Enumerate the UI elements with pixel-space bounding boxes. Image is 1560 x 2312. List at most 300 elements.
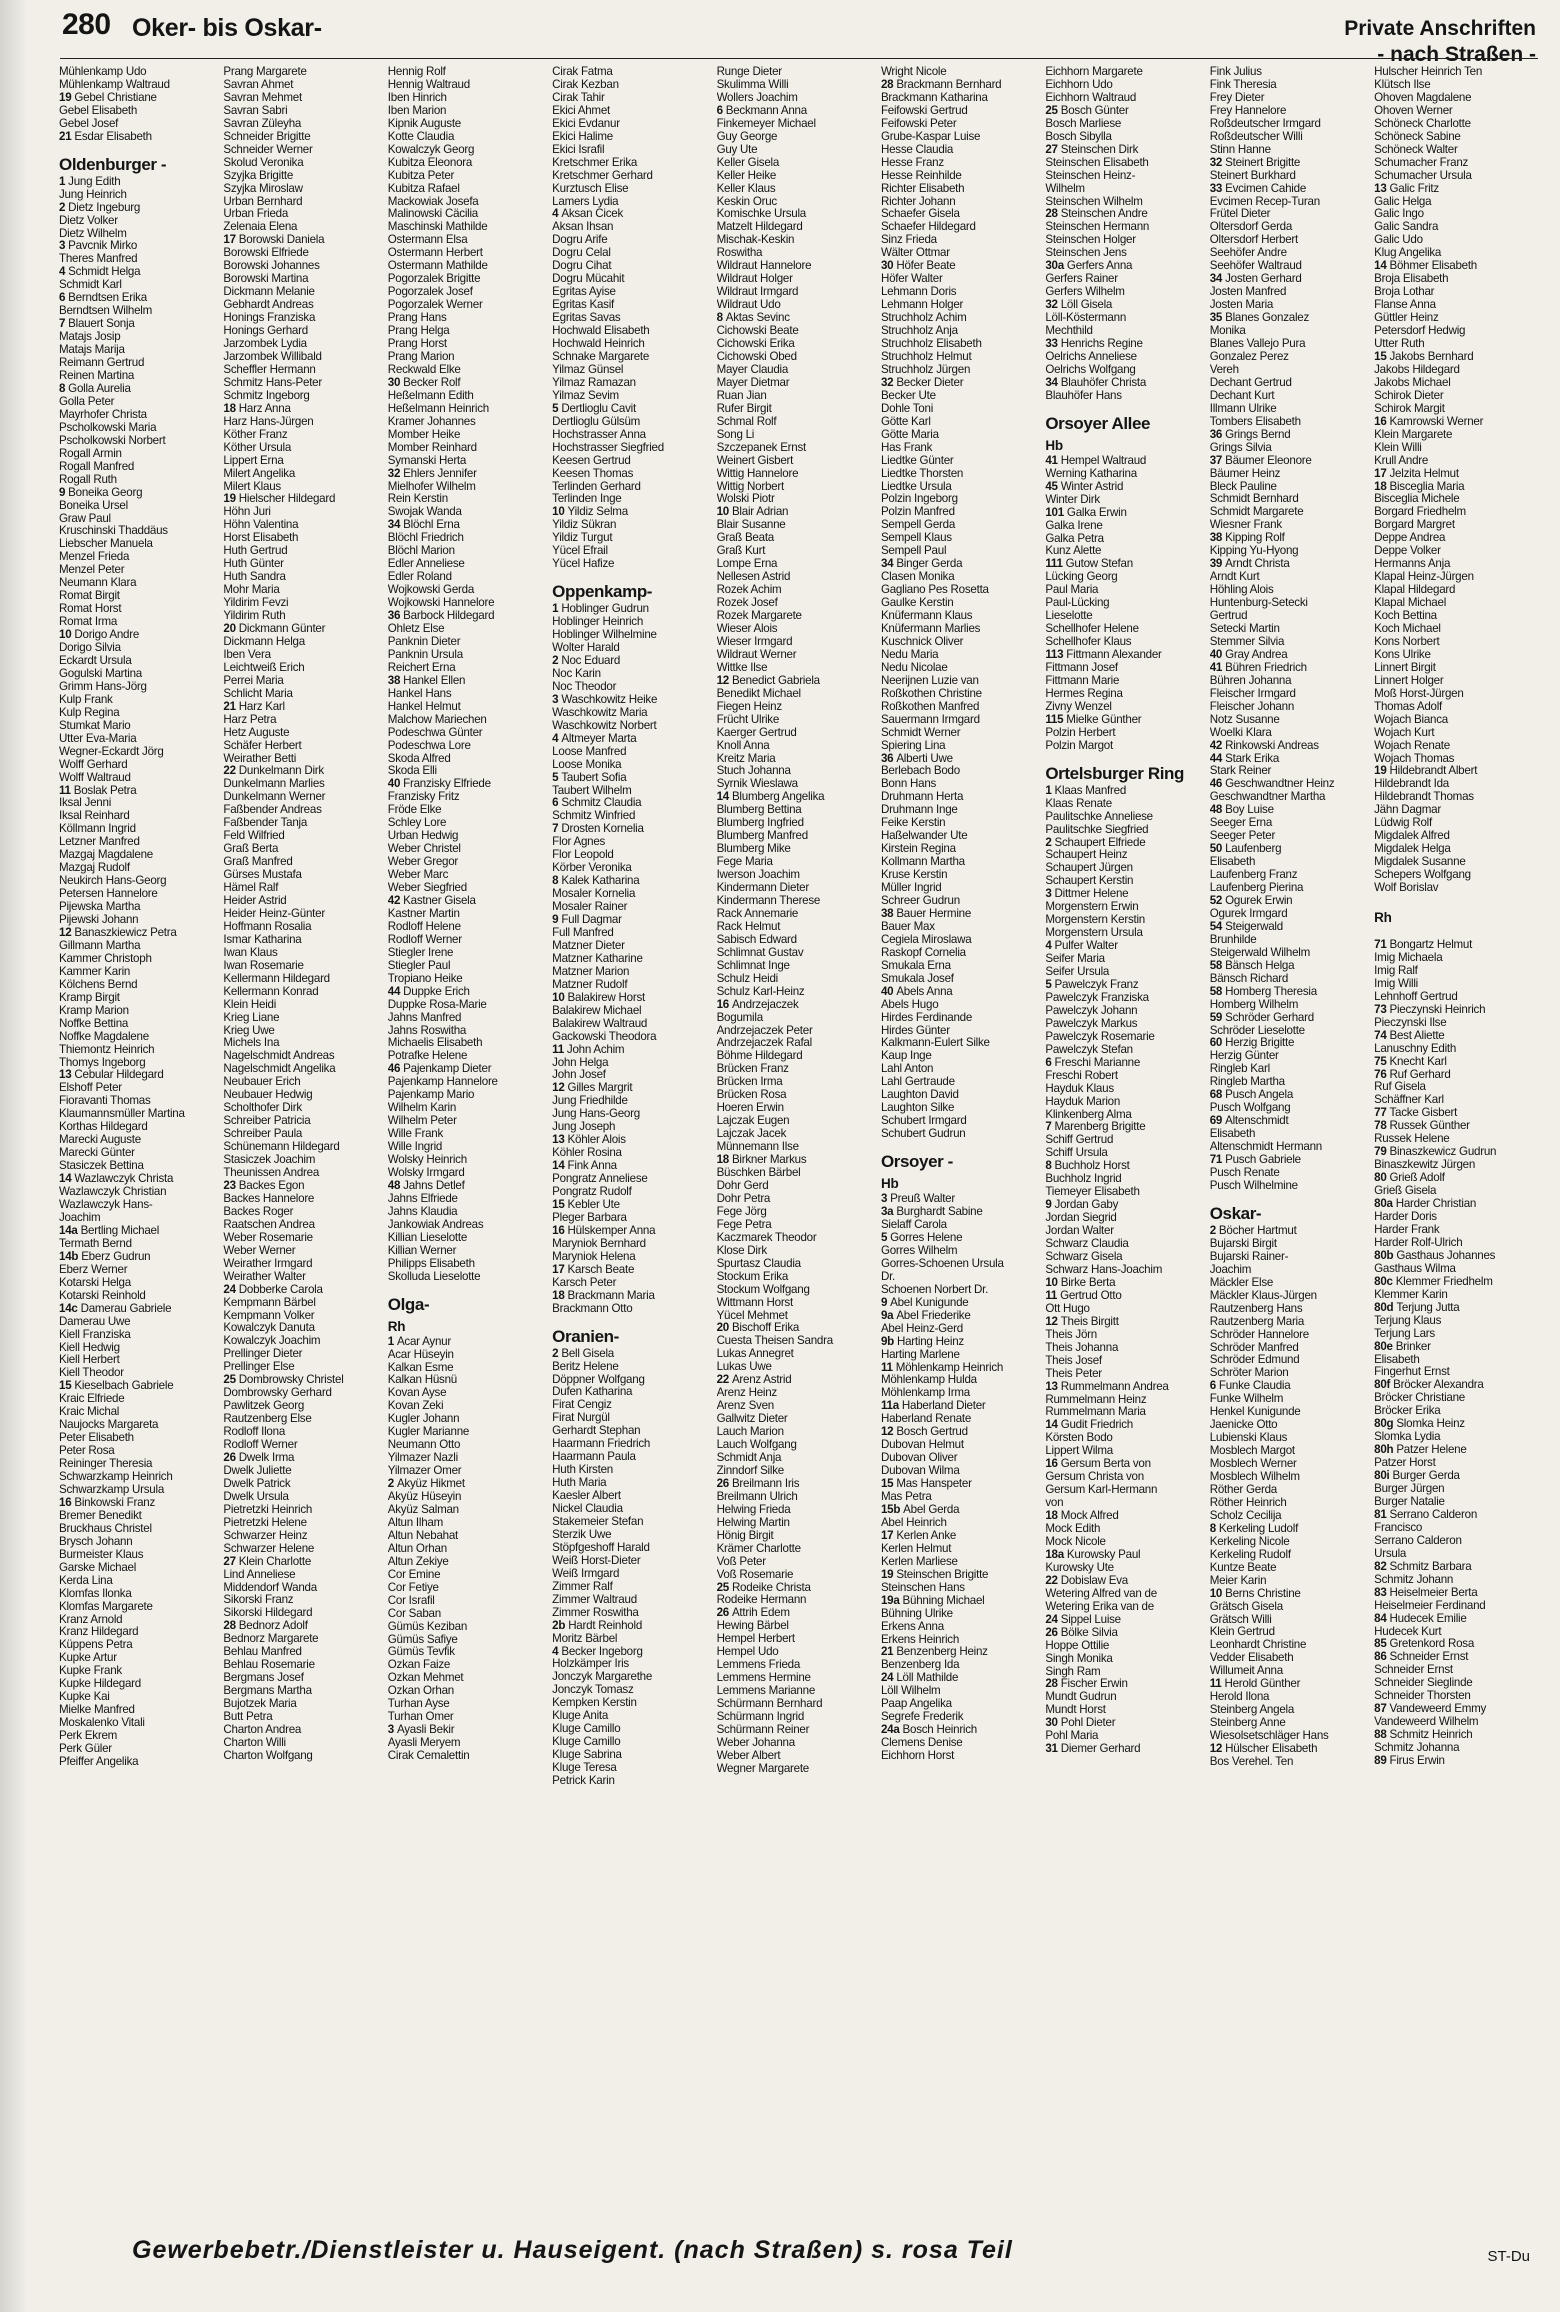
resident-entry: Deppe Volker <box>1374 545 1441 558</box>
resident-entry: Perrei Maria <box>223 674 284 687</box>
resident-entry: Rodloff Werner <box>387 933 462 946</box>
resident-entry: Lehmann Doris <box>880 286 957 299</box>
resident-entry: Wittke Ilse <box>716 661 768 674</box>
resident-entry: Steinschen Hans <box>880 1581 965 1594</box>
resident-entry: Morgenstern Erwin <box>1045 901 1139 914</box>
resident-entry: 113 Fittmann Alexander <box>1045 649 1162 662</box>
resident-entry: Henkel Kunigunde <box>1209 1406 1301 1419</box>
resident-entry: Liedtke Günter <box>880 454 954 467</box>
house-number: 12 <box>1045 1315 1061 1328</box>
house-number: 30 <box>880 260 897 273</box>
resident-entry: Huth Kirsten <box>552 1464 613 1477</box>
resident-entry: Wojkowski Hannelore <box>387 597 495 610</box>
resident-entry: 18a Kurowsky Paul <box>1045 1548 1141 1561</box>
resident-entry: Lompe Erna <box>716 558 778 571</box>
resident-entry: Borowski Elfriede <box>223 247 309 260</box>
resident-entry: Sielaff Carola <box>880 1219 947 1232</box>
resident-entry: Balakirew Waltraud <box>552 1017 648 1030</box>
house-number: 58 <box>1209 985 1226 998</box>
resident-entry: Özkan Orhan <box>387 1685 454 1698</box>
resident-entry: Scholz Cecilija <box>1209 1509 1282 1522</box>
resident-entry: Guy Ute <box>716 143 758 156</box>
resident-entry: Galka Irene <box>1045 519 1103 532</box>
resident-entry: Fleischer Johann <box>1209 700 1295 713</box>
resident-entry: Pawelczyk Rosemarie <box>1045 1030 1155 1043</box>
resident-entry: Maschinski Mathilde <box>387 221 488 234</box>
house-number: 15 <box>59 1380 75 1393</box>
house-number: 4 <box>552 732 562 745</box>
resident-entry: Schneider Sieglinde <box>1374 1677 1473 1690</box>
resident-entry: Wiesolsetschläger Hans <box>1209 1730 1329 1743</box>
resident-entry: 3 Waschkowitz Heike <box>552 693 658 706</box>
resident-entry: Pietretzki Heinrich <box>223 1503 313 1516</box>
resident-entry: Wolff Gerhard <box>59 758 128 771</box>
resident-entry: Boneika Ursel <box>59 499 128 512</box>
house-number: 80h <box>1374 1444 1397 1457</box>
resident-entry: Werning Katharina <box>1045 467 1137 480</box>
resident-entry: Migdalek Helga <box>1374 843 1451 856</box>
house-number: 24 <box>223 1283 239 1296</box>
resident-entry: Savran Mehmet <box>223 91 302 104</box>
resident-entry: Ekici Halime <box>552 130 613 143</box>
resident-entry: Schwarzer Heinz <box>223 1529 308 1542</box>
house-number: 80g <box>1374 1418 1397 1431</box>
resident-entry: Schoenen Norbert Dr. <box>880 1283 989 1296</box>
directory-column <box>1209 66 1373 2216</box>
resident-entry: 24a Bosch Heinrich <box>880 1724 978 1737</box>
resident-entry: Sabisch Edward <box>716 933 797 946</box>
resident-entry: Laufenberg Pierina <box>1209 882 1304 895</box>
resident-entry: Kiell Herbert <box>59 1354 120 1367</box>
resident-entry: Fioravanti Thomas <box>59 1095 151 1108</box>
resident-entry: 3a Burghardt Sabine <box>880 1206 983 1219</box>
resident-entry: 11 Gertrud Otto <box>1045 1289 1122 1302</box>
resident-entry: 84 Hudecek Emilie <box>1374 1612 1467 1625</box>
resident-entry: Blumberg Bettina <box>716 804 802 817</box>
resident-entry: 28 Brackmann Bernhard <box>880 78 1002 91</box>
resident-entry: Fittmann Josef <box>1045 662 1118 675</box>
resident-entry: Rogall Armin <box>59 447 122 460</box>
resident-entry: Schmitz Hans-Peter <box>223 376 322 389</box>
resident-entry: Löll-Köstermann <box>1045 312 1127 325</box>
resident-entry: Skolluda Lieselotte <box>387 1270 481 1283</box>
resident-entry: Ogurek Irmgard <box>1209 907 1288 920</box>
resident-entry: Kaczmarek Theodor <box>716 1231 817 1244</box>
resident-entry: Guy George <box>716 130 778 143</box>
resident-entry: Eichhorn Horst <box>880 1750 955 1763</box>
resident-entry: Kugler Johann <box>387 1413 460 1426</box>
resident-entry: Sempell Paul <box>880 545 947 558</box>
resident-entry: Kerkeling Nicole <box>1209 1535 1290 1548</box>
resident-entry: Setecki Martin <box>1209 622 1280 635</box>
resident-entry: Korthas Hildegard <box>59 1121 148 1134</box>
house-number: 30 <box>1045 1717 1061 1730</box>
resident-entry: Pajenkamp Mario <box>387 1089 475 1102</box>
resident-entry: Song Li <box>716 428 755 441</box>
resident-entry: Menzel Frieda <box>59 551 130 564</box>
resident-entry: Morgenstern Ursula <box>1045 927 1143 940</box>
resident-entry: Schaupert Heinz <box>1045 849 1128 862</box>
resident-entry: 9 Jordan Gaby <box>1045 1199 1119 1212</box>
resident-entry: Hoblinger Wilhelmine <box>552 629 657 642</box>
resident-entry: Spurtasz Claudia <box>716 1257 801 1270</box>
house-number: 14 <box>1374 260 1390 273</box>
resident-entry: Schröter Marion <box>1209 1367 1289 1380</box>
resident-entry: 8 Aktas Sevinc <box>716 312 790 325</box>
resident-entry: Huth Günter <box>223 558 284 571</box>
resident-entry: Charton Willi <box>223 1736 286 1749</box>
resident-entry: Schäffner Karl <box>1374 1094 1444 1107</box>
house-number: 8 <box>1045 1160 1055 1173</box>
resident-entry: 81 Serrano Calderon <box>1374 1508 1478 1521</box>
resident-entry: Hesse Claudia <box>880 143 954 156</box>
resident-entry: Liedtke Ursula <box>880 480 952 493</box>
resident-entry: Wolski Piotr <box>716 493 775 506</box>
resident-entry: Schmidt Anja <box>716 1451 782 1464</box>
resident-entry: Backes Roger <box>223 1205 294 1218</box>
resident-entry: Blanes Vallejo Pura <box>1209 338 1306 351</box>
resident-entry: Struchholz Achim <box>880 312 967 325</box>
resident-entry: Brücken Irma <box>716 1076 783 1089</box>
house-number: 33 <box>1045 338 1061 351</box>
resident-entry: Blumberg Mike <box>716 843 791 856</box>
resident-entry: Illmann Ulrike <box>1209 402 1277 415</box>
resident-entry: Hankel Helmut <box>387 700 461 713</box>
resident-entry: Pieczynski Ilse <box>1374 1016 1447 1029</box>
resident-entry: Höhn Juri <box>223 506 271 519</box>
house-number: 11 <box>59 784 74 797</box>
resident-entry: Cor Israfil <box>387 1594 435 1607</box>
resident-entry: Jung Hans-Georg <box>552 1108 640 1121</box>
resident-entry: Franzisky Fritz <box>387 791 460 804</box>
resident-entry: Mundt Gudrun <box>1045 1691 1117 1704</box>
resident-entry: Jonczyk Margarethe <box>552 1671 653 1684</box>
resident-entry: Huth Sandra <box>223 571 286 584</box>
resident-entry: 30a Gerfers Anna <box>1045 260 1133 273</box>
house-number: 14 <box>1045 1419 1061 1432</box>
resident-entry: Schepers Wolfgang <box>1374 869 1471 882</box>
resident-entry: Kubitza Rafael <box>387 182 460 195</box>
house-number: 24 <box>880 1672 897 1685</box>
resident-entry: Egritas Ayise <box>552 286 616 299</box>
resident-entry: 6 Funke Claudia <box>1209 1380 1291 1393</box>
house-number: 111 <box>1045 558 1066 571</box>
resident-entry: Pongratz Anneliese <box>552 1173 648 1186</box>
resident-entry: Lüdwig Rolf <box>1374 817 1432 830</box>
resident-entry: Lubienski Klaus <box>1209 1432 1288 1445</box>
resident-entry: Mäckler Else <box>1209 1276 1274 1289</box>
resident-entry: Bergmans Josef <box>223 1672 304 1685</box>
house-number: 88 <box>1374 1729 1390 1742</box>
resident-entry: Noffke Magdalene <box>59 1030 149 1043</box>
resident-entry: 8 Kerkeling Ludolf <box>1209 1522 1299 1535</box>
resident-entry: John Helga <box>552 1056 609 1069</box>
house-number: 3 <box>880 1193 891 1206</box>
resident-entry: Skulimma Willi <box>716 78 789 91</box>
resident-entry: Kreitz Maria <box>716 752 776 765</box>
resident-entry: Steinschen Elisabeth <box>1045 156 1149 169</box>
resident-entry: Jung Friedhilde <box>552 1095 628 1108</box>
resident-entry: Kluge Teresa <box>552 1762 617 1775</box>
resident-entry: Grimm Hans-Jörg <box>59 680 147 693</box>
house-number: 20 <box>716 1322 732 1335</box>
resident-entry: 45 Winter Astrid <box>1045 480 1124 493</box>
resident-entry: Bauer Max <box>880 920 935 933</box>
header-rule <box>60 58 1538 59</box>
resident-entry: Feld Wilfried <box>223 830 285 843</box>
house-number: 15 <box>880 1478 897 1491</box>
resident-entry: Elisabeth <box>1374 1353 1420 1366</box>
resident-entry: Wolsky Heinrich <box>387 1154 467 1167</box>
resident-entry: Röther Gerda <box>1209 1483 1277 1496</box>
resident-entry: Michels Ina <box>223 1037 280 1050</box>
house-number: 41 <box>1045 454 1061 467</box>
resident-entry: 2 Bell Gisela <box>552 1347 615 1360</box>
house-number: 58 <box>1209 959 1226 972</box>
house-number: 3 <box>59 240 69 253</box>
resident-entry: 44 Stark Erika <box>1209 752 1280 765</box>
resident-entry: Mosaler Kornelia <box>552 888 636 901</box>
resident-entry: Kovan Zeki <box>387 1400 444 1413</box>
resident-entry: Freschi Robert <box>1045 1069 1118 1082</box>
resident-entry: Stakemeier Stefan <box>552 1515 644 1528</box>
resident-entry: Serrano Calderon <box>1374 1534 1462 1547</box>
resident-entry: Terjung Klaus <box>1374 1314 1442 1327</box>
resident-entry: Seehöfer Waltraud <box>1209 260 1302 273</box>
resident-entry: Matzner Katharine <box>552 952 643 965</box>
resident-entry: Schwarz Hans-Joachim <box>1045 1263 1163 1276</box>
resident-entry: 34 Binger Gerda <box>880 558 963 571</box>
resident-entry: Hoeren Erwin <box>716 1102 784 1115</box>
resident-entry: Weber Werner <box>223 1244 296 1257</box>
resident-entry: Gorres Wilhelm <box>880 1244 958 1257</box>
resident-entry: Honings Franziska <box>223 312 316 325</box>
resident-entry: Dertlioglu Gülsüm <box>552 415 641 428</box>
resident-entry: Kluge Camillo <box>552 1723 621 1736</box>
house-number: 13 <box>1045 1380 1061 1393</box>
resident-entry: Mohr Maria <box>223 584 280 597</box>
resident-entry: Skolud Veronika <box>223 156 304 169</box>
resident-entry: Borgard Margret <box>1374 519 1455 532</box>
resident-entry: 6 Schmitz Claudia <box>552 797 642 810</box>
resident-entry: Hirdes Günter <box>880 1024 950 1037</box>
house-number: 6 <box>1045 1056 1055 1069</box>
resident-entry: Matzelt Hildegard <box>716 221 803 234</box>
resident-entry: Kluge Camillo <box>552 1736 621 1749</box>
house-number: 25 <box>223 1374 239 1387</box>
resident-entry: 50 Laufenberg <box>1209 843 1282 856</box>
resident-entry: Woelki Klara <box>1209 726 1272 739</box>
resident-entry: Wildraut Irmgard <box>716 286 799 299</box>
resident-entry: Cuesta Theisen Sandra <box>716 1335 833 1348</box>
resident-entry: 75 Knecht Karl <box>1374 1055 1447 1068</box>
house-number: 4 <box>552 208 562 221</box>
house-number: 46 <box>387 1063 404 1076</box>
resident-entry: 3 Pavcnik Mirko <box>59 240 138 253</box>
resident-entry: John Josef <box>552 1069 606 1082</box>
resident-entry: Jarzombek Lydia <box>223 338 307 351</box>
resident-entry: Kempmann Bärbel <box>223 1296 316 1309</box>
resident-entry: Pogorzalek Werner <box>387 299 483 312</box>
resident-entry: 24 Dobberke Carola <box>223 1283 323 1296</box>
house-number: 18 <box>1374 480 1390 493</box>
house-number: 84 <box>1374 1612 1390 1625</box>
resident-entry: Altun Orhan <box>387 1542 447 1555</box>
resident-entry: Utter Eva-Maria <box>59 732 137 745</box>
house-number: 54 <box>1209 920 1226 933</box>
resident-entry: Cichowski Erika <box>716 338 795 351</box>
resident-entry: Helwing Frieda <box>716 1503 791 1516</box>
resident-entry: Köther Ursula <box>223 441 292 454</box>
resident-entry: 3 Dittmer Helene <box>1045 888 1129 901</box>
resident-entry: Imig Ralf <box>1374 964 1418 977</box>
resident-entry: Rack Helmut <box>716 920 781 933</box>
resident-entry: Altenschmidt Hermann <box>1209 1141 1323 1154</box>
resident-entry: Holzkämper Iris <box>552 1658 629 1671</box>
house-number: 76 <box>1374 1068 1390 1081</box>
house-number: 71 <box>1209 1154 1226 1167</box>
resident-entry: Malinowski Cäcilia <box>387 208 478 221</box>
resident-entry: Edler Anneliese <box>387 558 465 571</box>
resident-entry: 19 Gebel Christiane <box>59 91 157 104</box>
house-number: 10 <box>1045 1276 1061 1289</box>
resident-entry: Möhlenkamp Irma <box>880 1387 970 1400</box>
resident-entry: Cegiela Miroslawa <box>880 933 972 946</box>
resident-entry: Zivny Wenzel <box>1045 700 1112 713</box>
resident-entry: Schumacher Ursula <box>1374 169 1472 182</box>
resident-entry: Migdalek Susanne <box>1374 856 1466 869</box>
house-number: 40 <box>880 985 897 998</box>
resident-entry: Sempell Gerda <box>880 519 956 532</box>
resident-entry: Wildraut Udo <box>716 299 781 312</box>
resident-entry: Noc Karin <box>552 667 601 680</box>
resident-entry: Pajenkamp Hannelore <box>387 1076 498 1089</box>
resident-entry: Laughton David <box>880 1089 959 1102</box>
resident-entry: Mock Edith <box>1045 1523 1101 1536</box>
resident-entry: Pscholkowski Maria <box>59 421 157 434</box>
resident-entry: 59 Schröder Gerhard <box>1209 1011 1314 1024</box>
resident-entry: Iwan Rosemarie <box>223 959 304 972</box>
resident-entry: Güttler Heinz <box>1374 312 1439 325</box>
resident-entry: Krieg Uwe <box>223 1024 275 1037</box>
footer-note: Gewerbebetr./Dienstleister u. Hauseigent. (nach Straßen) s. rosa Teil <box>132 2236 1013 2264</box>
resident-entry: Hoppe Ottilie <box>1045 1639 1110 1652</box>
resident-entry: 15b Abel Gerda <box>880 1503 960 1516</box>
resident-entry: Wazlawczyk Hans- <box>59 1199 153 1212</box>
resident-entry: Yilmaz Günsel <box>552 363 624 376</box>
resident-entry: Eichhorn Udo <box>1045 78 1113 91</box>
directory-column <box>551 66 715 2216</box>
resident-entry: Gorres-Schoenen Ursula <box>880 1257 1004 1270</box>
resident-entry: Schlicht Maria <box>223 687 293 700</box>
resident-entry: 38 Bauer Hermine <box>880 907 972 920</box>
resident-entry: Schröder Hannelore <box>1209 1328 1309 1341</box>
resident-entry: Wetering Erika van de <box>1045 1600 1154 1613</box>
resident-entry: Ringleb Martha <box>1209 1076 1285 1089</box>
resident-entry: 33 Evcimen Cahide <box>1209 182 1307 195</box>
resident-entry: Full Manfred <box>552 927 614 939</box>
house-number: 21 <box>59 130 75 143</box>
resident-entry: Rozek Margarete <box>716 610 802 623</box>
resident-entry: Galka Petra <box>1045 532 1104 545</box>
resident-entry: Grieß Gisela <box>1374 1185 1437 1198</box>
resident-entry: Schäfer Herbert <box>223 739 302 752</box>
resident-entry: Schaupert Jürgen <box>1045 862 1133 875</box>
resident-entry: Schiff Ursula <box>1045 1147 1108 1160</box>
resident-entry: Malchow Mariechen <box>387 713 487 726</box>
page-fold-shadow <box>0 0 28 2312</box>
resident-entry: Kowalczyk Georg <box>387 143 475 156</box>
resident-entry: Moritz Bärbel <box>552 1632 618 1645</box>
resident-entry: Ostermann Mathilde <box>387 260 488 273</box>
house-number: 1 <box>1045 784 1055 797</box>
resident-entry: Dohr Petra <box>716 1192 771 1205</box>
resident-entry: Harz Hans-Jürgen <box>223 415 314 428</box>
resident-entry: Burmeister Klaus <box>59 1548 144 1561</box>
resident-entry: Altun Ilham <box>387 1516 444 1529</box>
resident-entry: Lamers Lydia <box>552 195 619 208</box>
resident-entry: Abel Heinz-Gerd <box>880 1322 963 1335</box>
resident-entry: Slomka Lydia <box>1374 1431 1441 1444</box>
resident-entry: Dwelk Juliette <box>223 1464 292 1477</box>
resident-entry: Altun Zekiye <box>387 1555 449 1568</box>
resident-entry: 22 Dobislaw Eva <box>1045 1574 1128 1587</box>
resident-entry: Firat Nurgül <box>552 1412 610 1425</box>
resident-entry: Monika <box>1209 325 1246 338</box>
resident-entry: Bosch Sibylla <box>1045 130 1112 143</box>
resident-entry: Killian Werner <box>387 1244 457 1257</box>
resident-entry: Prang Helga <box>387 325 450 338</box>
resident-entry: Gallwitz Dieter <box>716 1413 788 1426</box>
house-number: 46 <box>1209 778 1226 791</box>
resident-entry: Galic Helga <box>1374 195 1432 208</box>
resident-entry: Abel Heinrich <box>880 1516 947 1529</box>
resident-entry: Weiß Irmgard <box>552 1567 620 1580</box>
resident-entry: Schöneck Walter <box>1374 143 1458 156</box>
house-number: 2 <box>1209 1224 1219 1237</box>
house-number: 14c <box>59 1302 81 1315</box>
house-number: 86 <box>1374 1651 1390 1664</box>
resident-entry: Schneider Brigitte <box>223 130 311 143</box>
resident-entry: Schöneck Sabine <box>1374 130 1461 143</box>
resident-entry: 9a Abel Friederike <box>880 1309 971 1322</box>
resident-entry: 80a Harder Christian <box>1374 1198 1477 1211</box>
house-number: 11a <box>880 1400 902 1413</box>
house-number: 41 <box>1209 661 1226 674</box>
house-number: 26 <box>716 1607 732 1620</box>
house-number: 34 <box>387 519 404 532</box>
house-number: 14b <box>59 1250 82 1263</box>
resident-entry: 30 Pohl Dieter <box>1045 1717 1116 1730</box>
resident-entry: Pawelczyk Stefan <box>1045 1043 1133 1056</box>
house-number: 4 <box>552 1645 562 1658</box>
resident-entry: Weber Marc <box>387 869 449 882</box>
resident-entry: Ostermann Herbert <box>387 247 483 260</box>
resident-entry: Noffke Bettina <box>59 1017 129 1030</box>
resident-entry: Körber Veronika <box>552 862 632 875</box>
resident-entry: 14 Fink Anna <box>552 1160 617 1173</box>
resident-entry: Kaesler Albert <box>552 1490 621 1503</box>
resident-entry: Paul Maria <box>1045 584 1099 597</box>
resident-entry: Theis Peter <box>1045 1367 1102 1380</box>
resident-entry: Dubovan Oliver <box>880 1452 958 1465</box>
resident-entry: Lieselotte <box>1045 610 1093 623</box>
resident-entry: Klomfas Margarete <box>59 1600 153 1613</box>
resident-entry: 17 Kerlen Anke <box>880 1529 957 1542</box>
house-number: 10 <box>552 506 568 519</box>
resident-entry: Faßbender Tanja <box>223 817 308 830</box>
resident-entry: Stockum Wolfgang <box>716 1283 810 1296</box>
